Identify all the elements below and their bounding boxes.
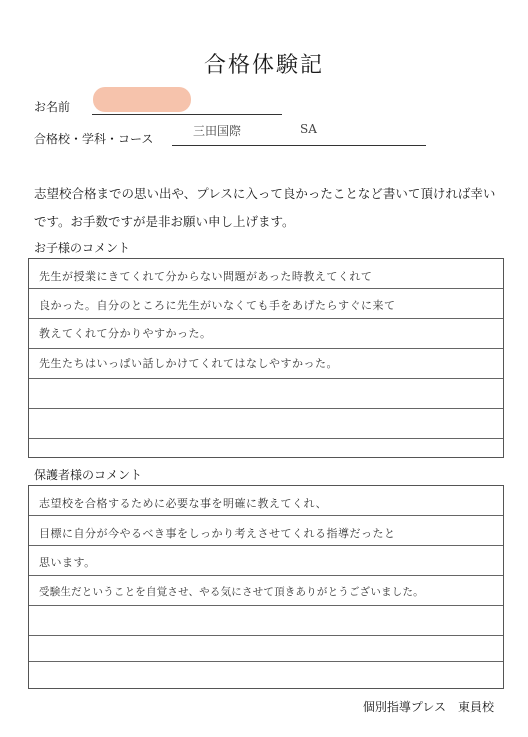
parent-comment-line: 受験生だということを自覚させ、やる気にさせて頂きありがとうございました。 bbox=[39, 586, 424, 598]
intro-text bbox=[34, 180, 504, 236]
name-label: お名前 bbox=[34, 100, 71, 114]
name-underline bbox=[92, 114, 282, 115]
redacted-name bbox=[93, 87, 191, 112]
page-title: 合格体験記 bbox=[203, 53, 324, 78]
intro-line: 志望校合格までの思い出や、プレスに入って良かったことなど書いて頂ければ幸い bbox=[34, 186, 496, 201]
footer-school-name: 個別指導プレス 東員校 bbox=[362, 700, 494, 714]
child-comment-box bbox=[28, 258, 504, 458]
child-comment-line: 良かった。自分のところに先生がいなくても手をあげたらすぐに来て bbox=[39, 299, 396, 312]
child-comment-line: 教えてくれて分かりやすかった。 bbox=[39, 327, 212, 340]
child-comment-line: 先生が授業にきてくれて分からない問題があった時教えてくれて bbox=[39, 270, 373, 283]
parent-section-heading: 保護者様のコメント bbox=[34, 468, 143, 482]
child-section-heading: お子様のコメント bbox=[34, 241, 131, 255]
course-value: SA bbox=[300, 122, 317, 136]
school-value: 三田国際 bbox=[193, 124, 242, 138]
school-underline bbox=[172, 145, 426, 146]
parent-comment-line: 志望校を合格するために必要な事を明確に教えてくれ、 bbox=[39, 497, 328, 510]
school-label: 合格校・学科・コース bbox=[34, 132, 154, 146]
parent-comment-line: 目標に自分が今やるべき事をしっかり考えさせてくれる指導だったと bbox=[39, 527, 396, 540]
parent-comment-box bbox=[28, 485, 504, 689]
parent-comment-line: 思います。 bbox=[39, 556, 96, 569]
child-comment-line: 先生たちはいっぱい話しかけてくれてはなしやすかった。 bbox=[39, 357, 338, 370]
intro-line: です。お手数ですが是非お願い申し上げます。 bbox=[34, 214, 295, 229]
